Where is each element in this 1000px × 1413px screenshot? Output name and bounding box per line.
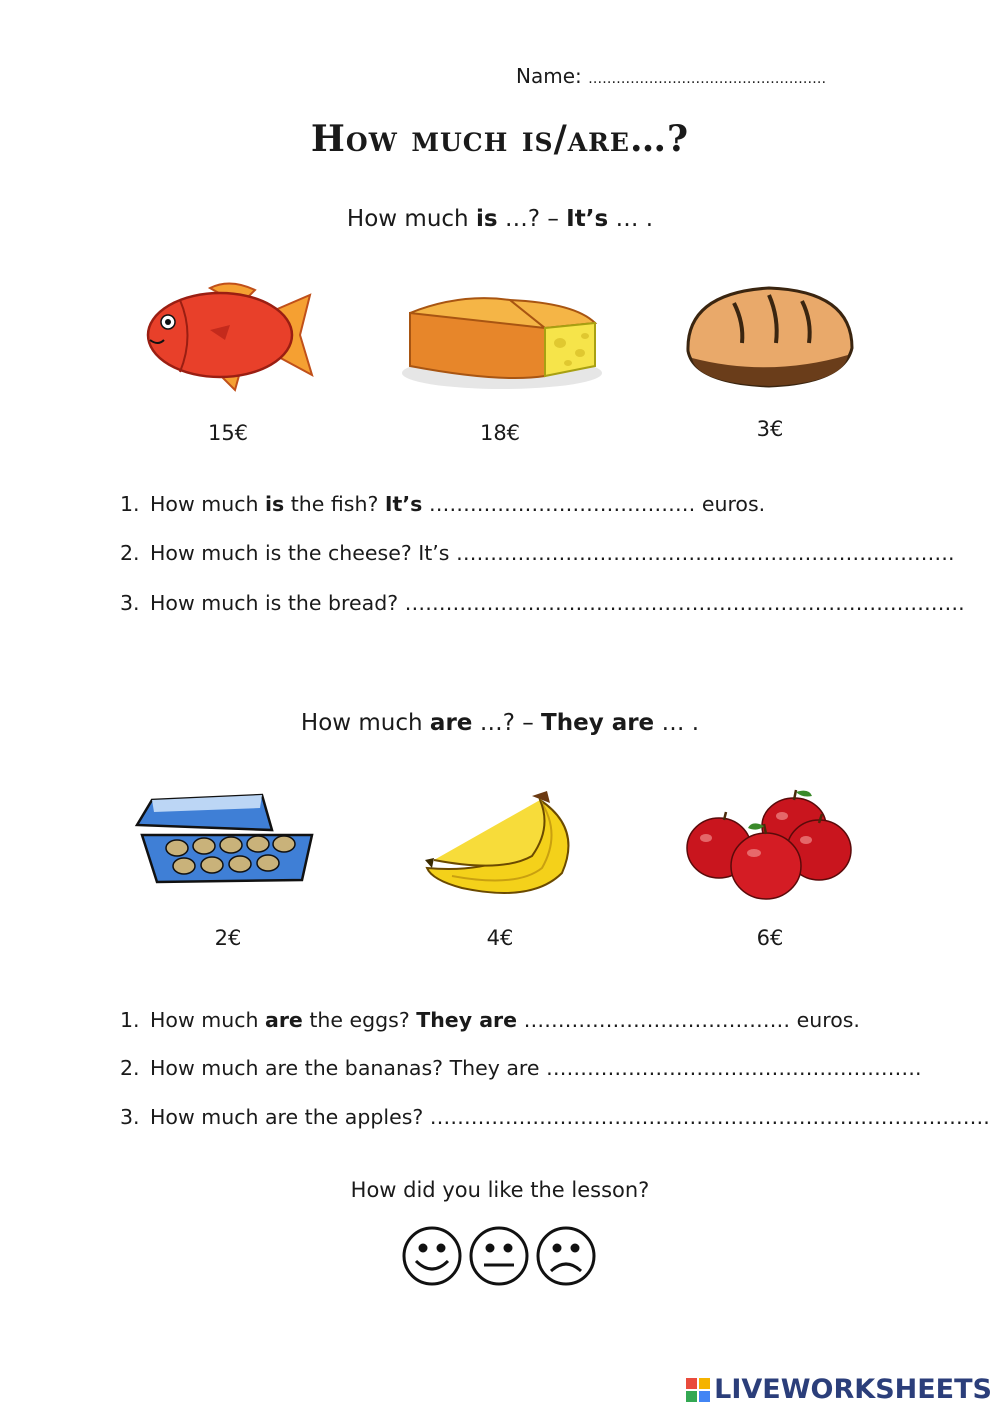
name-dots: …………………………………………… — [588, 71, 827, 87]
bread-icon — [684, 283, 856, 391]
name-field[interactable] — [516, 64, 826, 88]
question-2-bananas[interactable]: 2. How much are the bananas? They are ………………………………………………. — [120, 1056, 922, 1080]
fish-price: 15€ — [207, 421, 249, 445]
question-3-apples[interactable]: 3. How much are the apples? ………………………………………………………………………. — [120, 1105, 990, 1129]
logo-grid-icon — [686, 1378, 710, 1402]
fish-icon — [140, 280, 315, 395]
question-3-bread[interactable]: 3. How much is the bread? ………………………………………………………………………. — [120, 591, 965, 615]
feedback-question: How did you like the lesson? — [350, 1178, 650, 1202]
name-label: Name: — [516, 64, 582, 88]
liveworksheets-logo — [686, 1374, 992, 1405]
question-1-eggs[interactable]: 1. How much are the eggs? They are ………………………………… euros. — [120, 1008, 860, 1032]
bananas-price: 4€ — [486, 926, 514, 950]
section2-subtitle: How much are …? – They are … . — [300, 710, 700, 736]
bread-price: 3€ — [756, 417, 784, 441]
logo-text: LIVEWORKSHEETS — [714, 1374, 992, 1405]
cheese-price: 18€ — [479, 421, 521, 445]
eggs-carton-icon — [132, 790, 322, 900]
feedback-faces — [400, 1225, 600, 1287]
happy-face-icon[interactable] — [404, 1228, 460, 1284]
apples-price: 6€ — [756, 926, 784, 950]
question-1-fish[interactable]: 1. How much is the fish? It’s ………………………………… euros. — [120, 492, 766, 516]
apples-icon — [684, 788, 854, 903]
sad-face-icon[interactable] — [538, 1228, 594, 1284]
question-2-cheese[interactable]: 2. How much is the cheese? It’s ………………………………………………………………. — [120, 541, 955, 565]
eggs-price: 2€ — [214, 926, 242, 950]
page-title: How much is/are…? — [310, 118, 690, 160]
section1-subtitle: How much is …? – It’s … . — [346, 206, 654, 232]
bananas-icon — [422, 788, 587, 903]
cheese-icon — [400, 288, 605, 393]
neutral-face-icon[interactable] — [471, 1228, 527, 1284]
